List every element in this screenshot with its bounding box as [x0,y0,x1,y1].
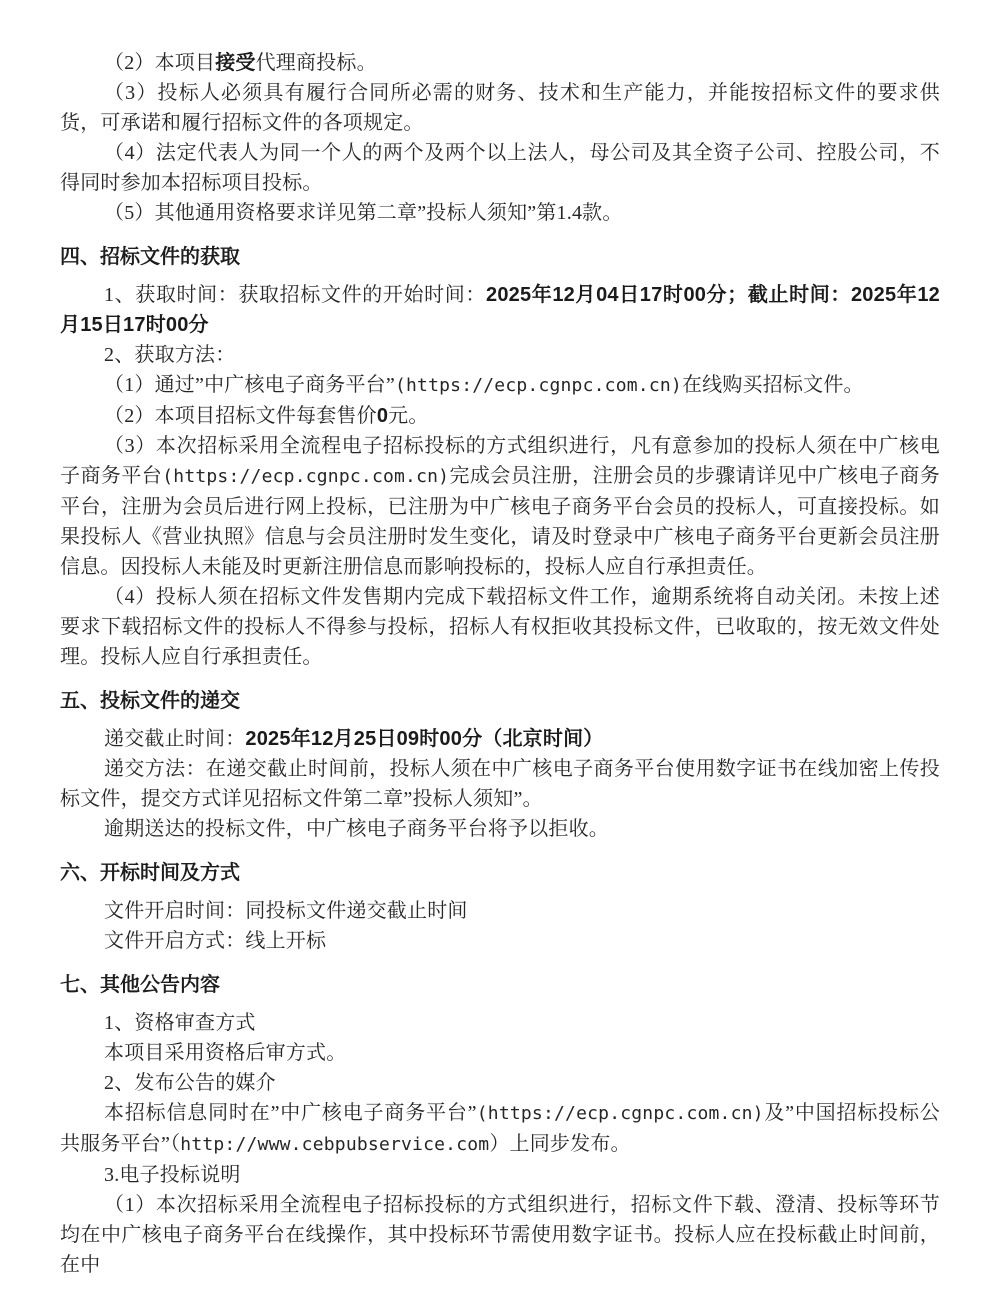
url-text: (https://ecp.cgnpc.com.cn) [476,1103,764,1124]
body-text: （4）法定代表人为同一个人的两个及两个以上法人，母公司及其全资子公司、控股公司，不得同时参加本招标项目投标。 [60,142,940,194]
paragraph [60,926,940,956]
paragraph [60,1160,940,1190]
paragraph [60,340,940,370]
emphasis-text: 2025年12月04日17时00分；截止时间：2025年12月15日17时00分 [60,284,940,336]
body-text: 2、发布公告的媒介 [104,1072,276,1094]
paragraph [60,431,940,582]
body-text: （4）投标人须在招标文件发售期内完成下载招标文件工作，逾期系统将自动关闭。未按上述要求下载招标文件的投标人不得参与投标，招标人有权拒收其投标文件，已收取的，按无效文件处理。投标人应自行承担责任。 [60,586,940,668]
paragraph [60,1038,940,1068]
paragraph [60,78,940,138]
url-text: http://www.cebpubservice.com [180,1134,490,1155]
paragraph [60,138,940,198]
body-text: 元。 [388,405,429,427]
paragraph [60,1098,940,1160]
body-text: ）上同步发布。 [489,1133,631,1155]
body-text: 1、资格审查方式 [104,1012,256,1034]
paragraph [60,370,940,401]
body-text: （5）其他通用资格要求详见第二章”投标人须知”第1.4款。 [104,202,623,224]
body-text: 完成会员注册，注册会员的步骤请详见中广核电子商务平台，注册为会员后进行网上投标，已注册为中广核电子商务平台会员的投标人，可直接投标。如果投标人《营业执照》信息与会员注册时发生变化，请及时登录中广核电子商务平台更新会员注册信息。因投标人未能及时更新注册信息而影响投标的，投标人应自行承担责任。 [60,465,940,578]
emphasis-text: 接受 [215,52,256,74]
section-heading: 五、投标文件的递交 [60,690,240,712]
body-text: 代理商投标。 [255,52,377,74]
body-text: （1）本次招标采用全流程电子招标投标的方式组织进行，招标文件下载、澄清、投标等环节均在中广核电子商务平台在线操作，其中投标环节需使用数字证书。投标人应在投标截止时间前，在中 [60,1194,940,1276]
document-body [60,48,940,1280]
body-text: 1、获取时间：获取招标文件的开始时间： [104,284,486,306]
body-text: 3.电子投标说明 [104,1164,241,1186]
paragraph [60,1008,940,1038]
section-heading: 四、招标文件的获取 [60,246,240,268]
emphasis-text: 0 [376,405,389,427]
paragraph [60,582,940,672]
body-text: 文件开启时间：同投标文件递交截止时间 [104,900,468,922]
paragraph [60,198,940,228]
paragraph [60,48,940,78]
paragraph [60,896,940,926]
body-text: 逾期送达的投标文件，中广核电子商务平台将予以拒收。 [104,818,609,840]
emphasis-text: 2025年12月25日09时00分（北京时间） [245,728,604,750]
body-text: 本项目采用资格后审方式。 [104,1042,347,1064]
url-text: (https://ecp.cgnpc.com.cn) [162,466,450,487]
body-text: （2）本项目 [104,52,216,74]
paragraph [60,1068,940,1098]
paragraph [60,724,940,754]
section-heading: 七、其他公告内容 [60,974,220,996]
body-text: 及”中国招标投标公共服务平台”（ [60,1102,940,1155]
paragraph [60,280,940,340]
body-text: （3）投标人必须具有履行合同所必需的财务、技术和生产能力，并能按招标文件的要求供货，可承诺和履行招标文件的各项规定。 [60,82,940,134]
section-heading: 六、开标时间及方式 [60,862,240,884]
body-text: 在线购买招标文件。 [681,374,864,396]
url-text: (https://ecp.cgnpc.com.cn) [394,375,682,396]
paragraph [60,401,940,431]
body-text: （1）通过”中广核电子商务平台” [104,374,395,396]
body-text: （2）本项目招标文件每套售价 [104,405,377,427]
body-text: 2、获取方法： [104,344,236,366]
body-text: 本招标信息同时在”中广核电子商务平台” [104,1102,477,1124]
body-text: （3）本次招标采用全流程电子招标投标的方式组织进行，凡有意参加的投标人须在中广核电子商务平台 [60,435,940,487]
body-text: 文件开启方式：线上开标 [104,930,327,952]
paragraph [60,1190,940,1280]
paragraph [60,814,940,844]
body-text: 递交方法：在递交截止时间前，投标人须在中广核电子商务平台使用数字证书在线加密上传投标文件，提交方式详见招标文件第二章”投标人须知”。 [60,758,940,810]
paragraph [60,754,940,814]
body-text: 递交截止时间： [104,728,246,750]
